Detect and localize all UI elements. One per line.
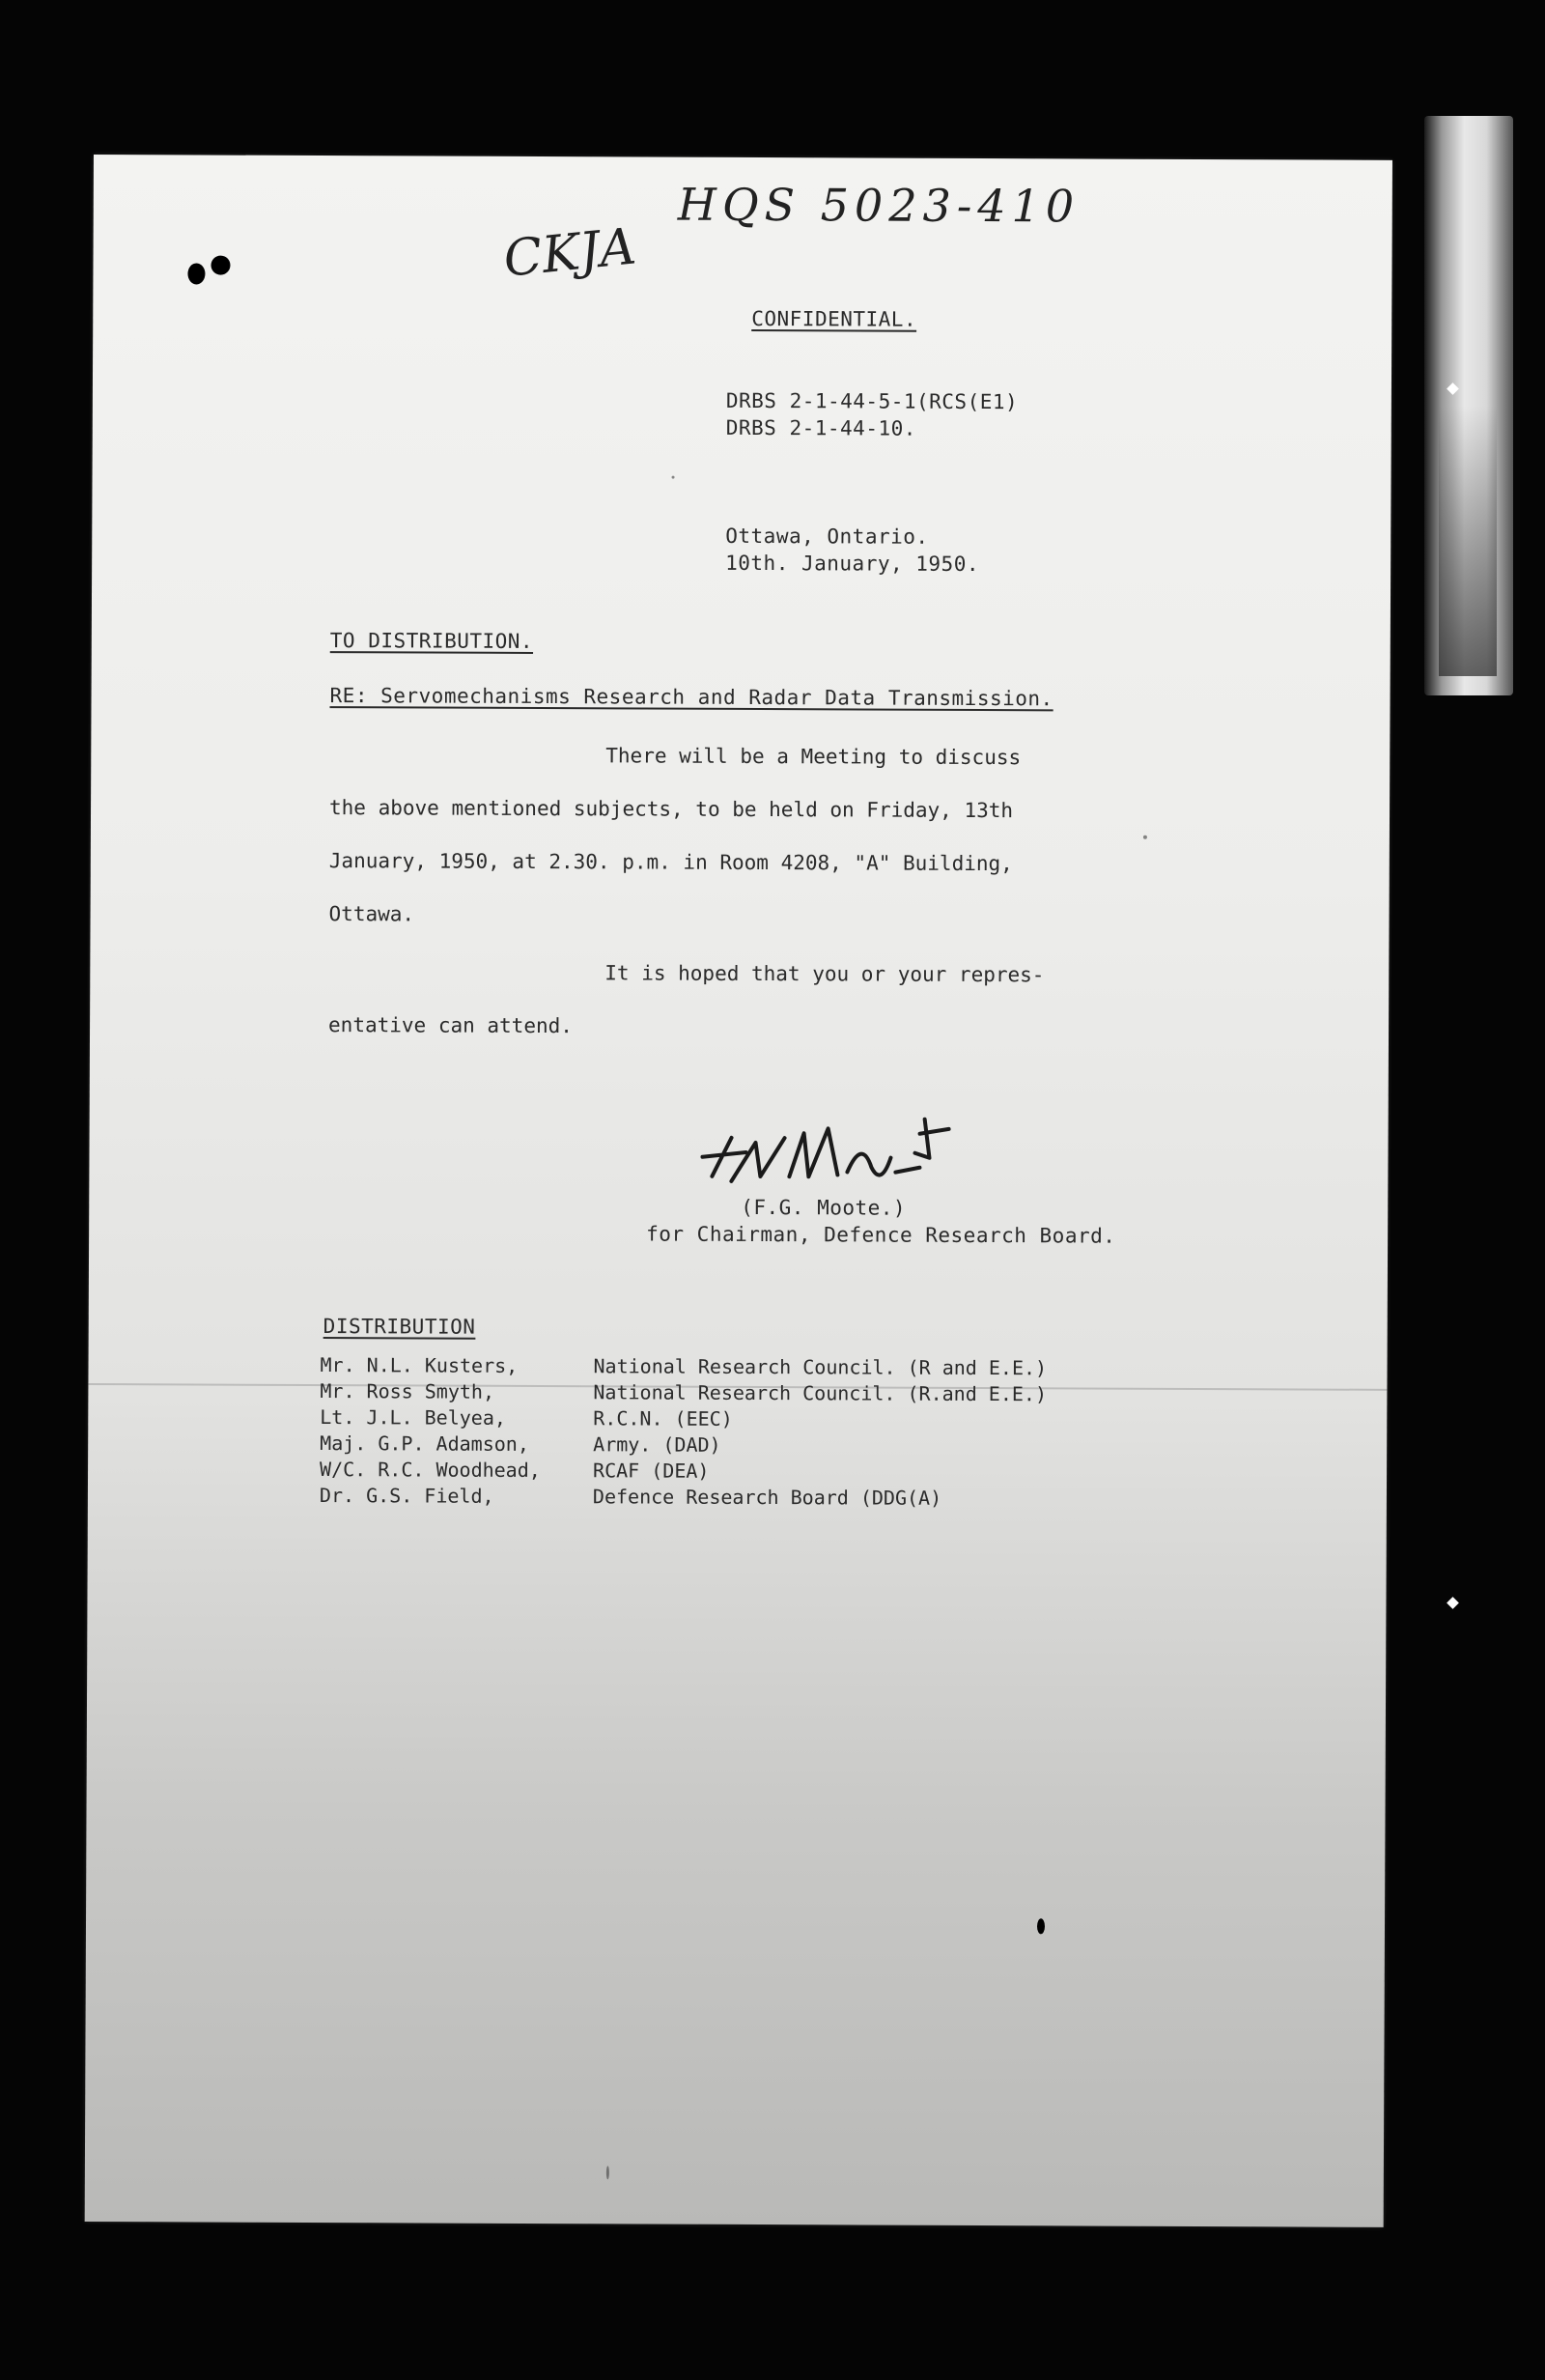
body-line: January, 1950, at 2.30. p.m. in Room 4208, "A" Building, [328, 849, 1013, 876]
recipient-name: Mr. Ross Smyth, [320, 1379, 495, 1403]
recipient-name: Mr. N.L. Kusters, [320, 1353, 519, 1377]
recipient-organization: R.C.N. (EEC) [593, 1406, 733, 1431]
letter-place: Ottawa, Ontario. [725, 524, 929, 549]
recipient-name: Lt. J.L. Belyea, [320, 1405, 507, 1430]
body-line: There will be a Meeting to discuss [605, 744, 1022, 770]
recipient-name: W/C. R.C. Woodhead, [320, 1458, 541, 1483]
subject-line: RE: Servomechanisms Research and Radar Data Transmission. [329, 684, 1053, 711]
body-line: Ottawa. [328, 902, 415, 926]
reference-number: DRBS 2-1-44-10. [725, 415, 916, 440]
distribution-row [320, 1379, 1047, 1408]
distribution-row [320, 1458, 1047, 1487]
recipient-name: Maj. G.P. Adamson, [320, 1431, 529, 1456]
film-edge-shadow [1439, 406, 1497, 676]
recipient-organization: National Research Council. (R.and E.E.) [593, 1380, 1048, 1406]
ink-mark [1037, 1918, 1045, 1934]
handwritten-initials: CKJA [500, 217, 639, 289]
addressee: TO DISTRIBUTION. [329, 629, 534, 653]
document-page [85, 155, 1392, 2227]
distribution-row [320, 1484, 1047, 1513]
handwritten-file-number: HQS 5023-410 [677, 178, 1081, 233]
scan-speck [1143, 836, 1147, 839]
letter-date: 10th. January, 1950. [725, 551, 980, 577]
signatory-title: for Chairman, Defence Research Board. [646, 1222, 1116, 1248]
reference-number: DRBS 2-1-44-5-1(RCS(E1) [725, 388, 1019, 414]
recipient-organization: National Research Council. (R and E.E.) [593, 1354, 1048, 1380]
recipient-name: Dr. G.S. Field, [319, 1484, 494, 1508]
body-line: It is hoped that you or your repres- [604, 961, 1045, 987]
ink-mark [211, 256, 230, 275]
distribution-list [320, 1353, 1047, 1513]
distribution-row [320, 1431, 1047, 1460]
recipient-organization: Defence Research Board (DDG(A) [592, 1485, 942, 1510]
scan-speck [672, 476, 675, 479]
distribution-row [320, 1353, 1047, 1382]
body-line: the above mentioned subjects, to be held on Friday, 13th [329, 796, 1014, 823]
recipient-organization: RCAF (DEA) [593, 1459, 710, 1483]
distribution-heading: DISTRIBUTION [323, 1315, 476, 1339]
recipient-organization: Army. (DAD) [593, 1432, 721, 1457]
classification-marking: CONFIDENTIAL. [751, 306, 917, 331]
ink-mark [187, 263, 205, 284]
scan-mark [1447, 1597, 1459, 1609]
distribution-row [320, 1405, 1047, 1434]
signature-image [692, 1099, 972, 1206]
scan-speck [606, 2166, 609, 2179]
body-line: entative can attend. [328, 1013, 573, 1038]
signatory-name: (F.G. Moote.) [741, 1195, 907, 1220]
